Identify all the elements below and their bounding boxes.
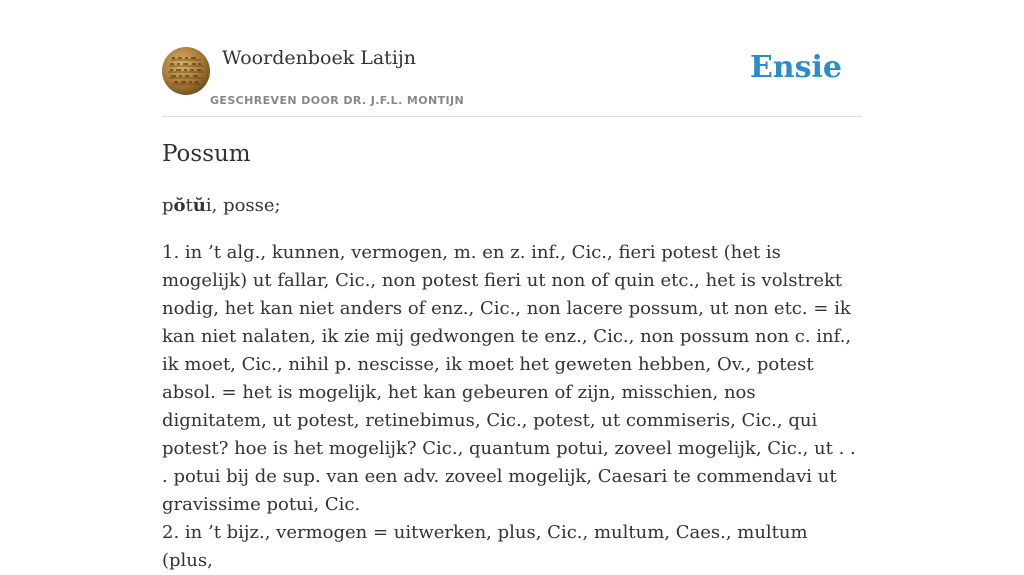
page (162, 0, 862, 571)
dictionary-logo[interactable] (162, 47, 210, 95)
entry-title: Possum (162, 141, 251, 167)
headword-vowel-marked: ŭ (192, 195, 206, 216)
site-header (162, 0, 862, 117)
definition-paragraph: 2. in ’t bijz., vermogen = uitwerken, plus, Cic., multum, Caes., multum (plus, (162, 522, 808, 571)
ensie-brand-logo[interactable]: Ensie (749, 50, 842, 85)
dictionary-title[interactable]: Woordenboek Latijn (222, 47, 417, 69)
headword-vowel-marked: ŏ (173, 195, 186, 216)
author-byline: GESCHREVEN DOOR DR. J.F.L. MONTIJN (210, 94, 465, 107)
entry-definition (162, 239, 862, 575)
headword-segment: i, posse; (205, 195, 281, 216)
headword-segment: p (162, 195, 174, 216)
definition-paragraph: 1. in ’t alg., kunnen, vermogen, m. en z. inf., Cic., fieri potest (het is mogelijk) ut fallar, Cic., non potest fieri ut non of quin etc., het is volstrekt nodig, het kan niet anders of enz., Cic., non lacere possum, ut non etc. = ik kan niet nalaten, ik zie mij gedwongen te enz., Cic., non possum non c. inf., ik moet, Cic., nihil p. nescisse, ik moet het geweten hebben, Ov., potest absol. = het is mogelijk, het kan gebeuren of zijn, misschien, nos dignitatem, ut potest, retinebimus, Cic., potest, ut commiseris, Cic., qui potest? hoe is het mogelijk? Cic., quantum potui, zoveel mogelijk, Cic., ut . . . potui bij de sup. van een adv. zoveel mogelijk, Caesari te commendavi ut gravissime potui, Cic. (162, 242, 856, 515)
headword-line (162, 192, 281, 220)
headword-segment: t (185, 195, 193, 216)
latin-inscription-coin-icon (162, 47, 210, 95)
